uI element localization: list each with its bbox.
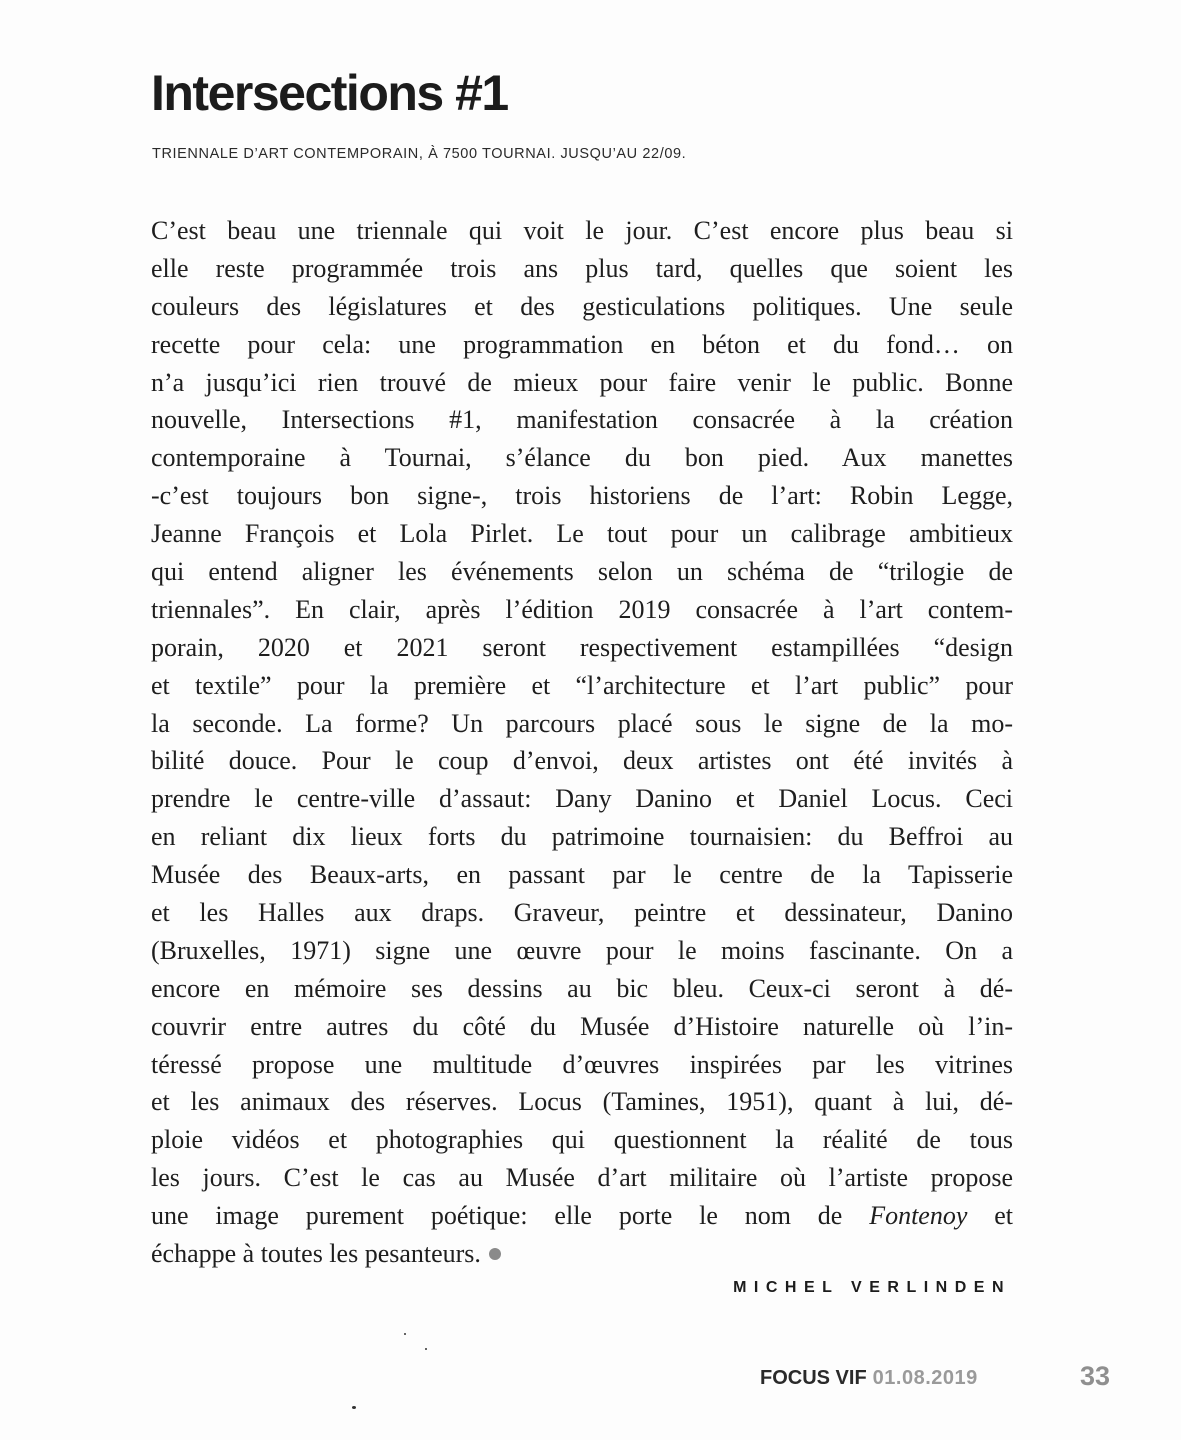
- body-line: bilité douce. Pour le coup d’envoi, deux artistes ont été invités à: [151, 746, 1013, 776]
- artwork-title: Fontenoy: [869, 1201, 968, 1231]
- article-body: [151, 212, 1013, 1273]
- body-line-segment: et: [967, 1201, 1013, 1231]
- body-line: Musée des Beaux-arts, en passant par le centre de la Tapisserie: [151, 860, 1013, 890]
- print-speck: [425, 1348, 427, 1350]
- body-line-italic-title: [151, 1197, 1013, 1235]
- body-line: C’est beau une triennale qui voit le jour. C’est encore plus beau si: [151, 216, 1013, 245]
- body-line: et les animaux des réserves. Locus (Tamines, 1951), quant à lui, dé-: [151, 1087, 1013, 1117]
- magazine-name: FOCUS VIF: [760, 1367, 867, 1389]
- page-footer: [760, 1368, 978, 1388]
- print-speck: [352, 1406, 356, 1409]
- issue-date: 01.08.2019: [872, 1367, 978, 1389]
- body-line: recette pour cela: une programmation en béton et du fond… on: [151, 329, 1013, 359]
- body-line: triennales”. En clair, après l’édition 2019 consacrée à l’art contem-: [151, 594, 1013, 624]
- author-byline: MICHEL VERLINDEN: [733, 1279, 1011, 1296]
- body-last-line: [151, 1235, 1013, 1273]
- body-line: encore en mémoire ses dessins au bic bleu. Ceux-ci seront à dé-: [151, 973, 1013, 1003]
- end-of-article-dot-icon: [489, 1248, 501, 1260]
- body-line-segment: échappe à toutes les pesanteurs.: [151, 1239, 481, 1269]
- body-line: couleurs des législatures et des gesticulations politiques. Une seule: [151, 291, 1013, 321]
- body-line: prendre le centre-ville d’assaut: Dany Danino et Daniel Locus. Ceci: [151, 784, 1013, 814]
- body-line: et textile” pour la première et “l’architecture et l’art public” pour: [151, 670, 1013, 700]
- body-line: téressé propose une multitude d’œuvres inspirées par les vitrines: [151, 1049, 1013, 1079]
- body-line: contemporaine à Tournai, s’élance du bon pied. Aux manettes: [151, 443, 1013, 473]
- body-line: (Bruxelles, 1971) signe une œuvre pour le moins fascinante. On a: [151, 935, 1013, 965]
- body-line: nouvelle, Intersections #1, manifestation consacrée à la création: [151, 405, 1013, 435]
- body-line: Jeanne François et Lola Pirlet. Le tout pour un calibrage ambitieux: [151, 519, 1013, 549]
- page-number: 33: [1080, 1361, 1111, 1391]
- body-line: et les Halles aux draps. Graveur, peintre et dessinateur, Danino: [151, 898, 1013, 928]
- body-line: -c’est toujours bon signe-, trois historiens de l’art: Robin Legge,: [151, 481, 1013, 511]
- body-line: les jours. C’est le cas au Musée d’art militaire où l’artiste propose: [151, 1163, 1013, 1193]
- body-line: ploie vidéos et photographies qui questionnent la réalité de tous: [151, 1125, 1013, 1155]
- article-subtitle: TRIENNALE D’ART CONTEMPORAIN, À 7500 TOURNAI. JUSQU’AU 22/09.: [152, 146, 687, 162]
- print-speck: [404, 1333, 406, 1335]
- body-line-segment: une image purement poétique: elle porte le nom de: [151, 1201, 870, 1231]
- body-line: qui entend aligner les événements selon un schéma de “trilogie de: [151, 557, 1013, 587]
- body-line: elle reste programmée trois ans plus tard, quelles que soient les: [151, 253, 1013, 283]
- body-line: la seconde. La forme? Un parcours placé sous le signe de la mo-: [151, 708, 1013, 738]
- body-line: n’a jusqu’ici rien trouvé de mieux pour faire venir le public. Bonne: [151, 367, 1013, 397]
- body-line: en reliant dix lieux forts du patrimoine tournaisien: du Beffroi au: [151, 822, 1013, 852]
- article-title: Intersections #1: [151, 65, 508, 121]
- body-line: porain, 2020 et 2021 seront respectivement estampillées “design: [151, 632, 1013, 662]
- body-line: couvrir entre autres du côté du Musée d’Histoire naturelle où l’in-: [151, 1011, 1013, 1041]
